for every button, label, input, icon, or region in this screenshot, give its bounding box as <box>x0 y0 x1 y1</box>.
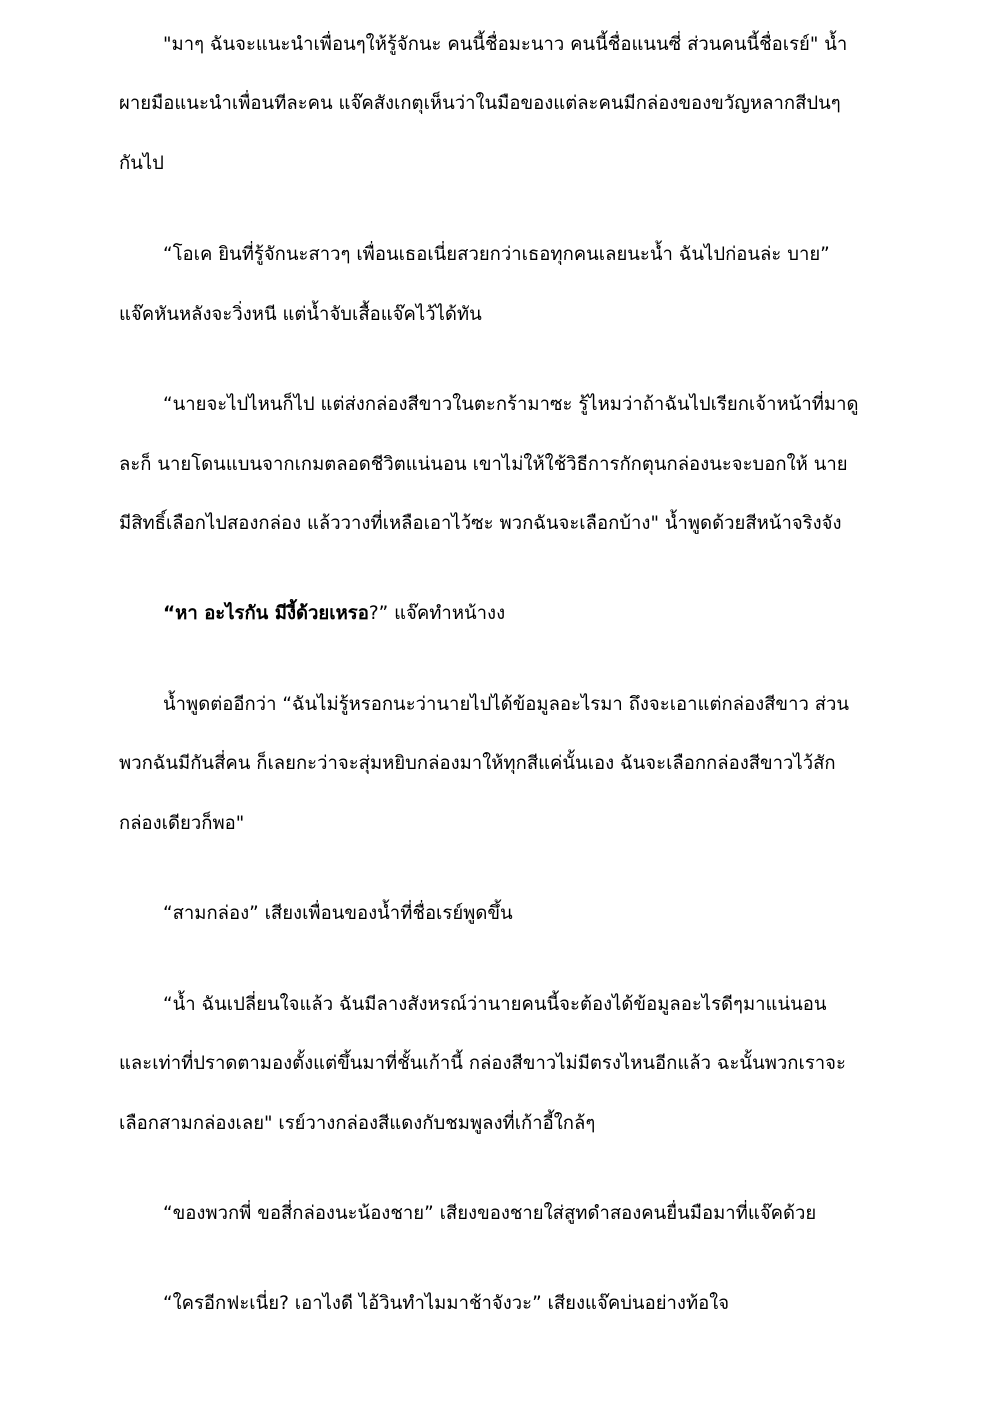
paragraph-line: “สามกล่อง” เสียงเพื่อนของน้ำที่ชื่อเรย์พูดขึ้น <box>163 903 513 924</box>
dialogue-rest: ?” แจ๊คทำหน้างง <box>368 603 506 624</box>
paragraph-line: "มาๆ ฉันจะแนะนำเพื่อนๆให้รู้จักนะ คนนี้ชื่อมะนาว คนนี้ชื่อแนนซี่ ส่วนคนนี้ชื่อเรย์" น้ำ <box>163 34 848 55</box>
paragraph-line: “ของพวกพี่ ขอสี่กล่องนะน้องชาย” เสียงของชายใส่สูทดำสองคนยื่นมือมาที่แจ๊คด้วย <box>163 1203 817 1224</box>
paragraph-line <box>163 602 505 626</box>
paragraph-line: กันไป <box>119 153 164 174</box>
paragraph-line: ผายมือแนะนำเพื่อนทีละคน แจ๊คสังเกตุเห็นว่าในมือของแต่ละคนมีกล่องของขวัญหลากสีปนๆ <box>119 93 841 114</box>
paragraph-line: ละก็ นายโดนแบนจากเกมตลอดชีวิตแน่นอน เขาไม่ให้ใช้วิธีการกักตุนกล่องนะจะบอกให้ นาย <box>119 454 848 475</box>
quote-open: “ <box>163 603 176 624</box>
paragraph-line: เลือกสามกล่องเลย" เรย์วางกล่องสีแดงกับชมพูลงที่เก้าอี้ใกล้ๆ <box>119 1113 596 1134</box>
paragraph-line: และเท่าที่ปราดตามองตั้งแต่ขึ้นมาที่ชั้นเก้านี้ กล่องสีขาวไม่มีตรงไหนอีกแล้ว ฉะนั้นพวกเราจะ <box>119 1053 846 1074</box>
paragraph-line: “นายจะไปไหนก็ไป แต่ส่งกล่องสีขาวในตะกร้ามาซะ รู้ไหมว่าถ้าฉันไปเรียกเจ้าหน้าที่มาดู <box>163 394 859 415</box>
paragraph-line: มีสิทธิ์เลือกไปสองกล่อง แล้ววางที่เหลือเอาไว้ซะ พวกฉันจะเลือกบ้าง" น้ำพูดด้วยสีหน้าจริงจัง <box>119 513 842 534</box>
paragraph-line: แจ๊คหันหลังจะวิ่งหนี แต่น้ำจับเสื้อแจ๊คไว้ได้ทัน <box>119 304 482 325</box>
bold-dialogue: หา อะไรกัน มีงี้ด้วยเหรอ <box>175 603 369 624</box>
paragraph-line: “ใครอีกฟะเนี่ย? เอาไงดี ไอ้วินทำไมมาช้าจังวะ” เสียงแจ๊คบ่นอย่างท้อใจ <box>163 1293 730 1314</box>
paragraph-line: “โอเค ยินที่รู้จักนะสาวๆ เพื่อนเธอเนี่ยสวยกว่าเธอทุกคนเลยนะน้ำ ฉันไปก่อนล่ะ บาย” <box>163 244 830 265</box>
paragraph-line: น้ำพูดต่ออีกว่า “ฉันไม่รู้หรอกนะว่านายไปได้ข้อมูลอะไรมา ถึงจะเอาแต่กล่องสีขาว ส่วน <box>163 694 850 715</box>
paragraph-line: พวกฉันมีกันสี่คน ก็เลยกะว่าจะสุ่มหยิบกล่องมาให้ทุกสีแค่นั้นเอง ฉันจะเลือกกล่องสีขาวไว้สัก <box>119 753 836 774</box>
paragraph-line: กล่องเดียวก็พอ" <box>119 813 245 834</box>
paragraph-line: “น้ำ ฉันเปลี่ยนใจแล้ว ฉันมีลางสังหรณ์ว่านายคนนี้จะต้องได้ข้อมูลอะไรดีๆมาแน่นอน <box>163 994 827 1015</box>
